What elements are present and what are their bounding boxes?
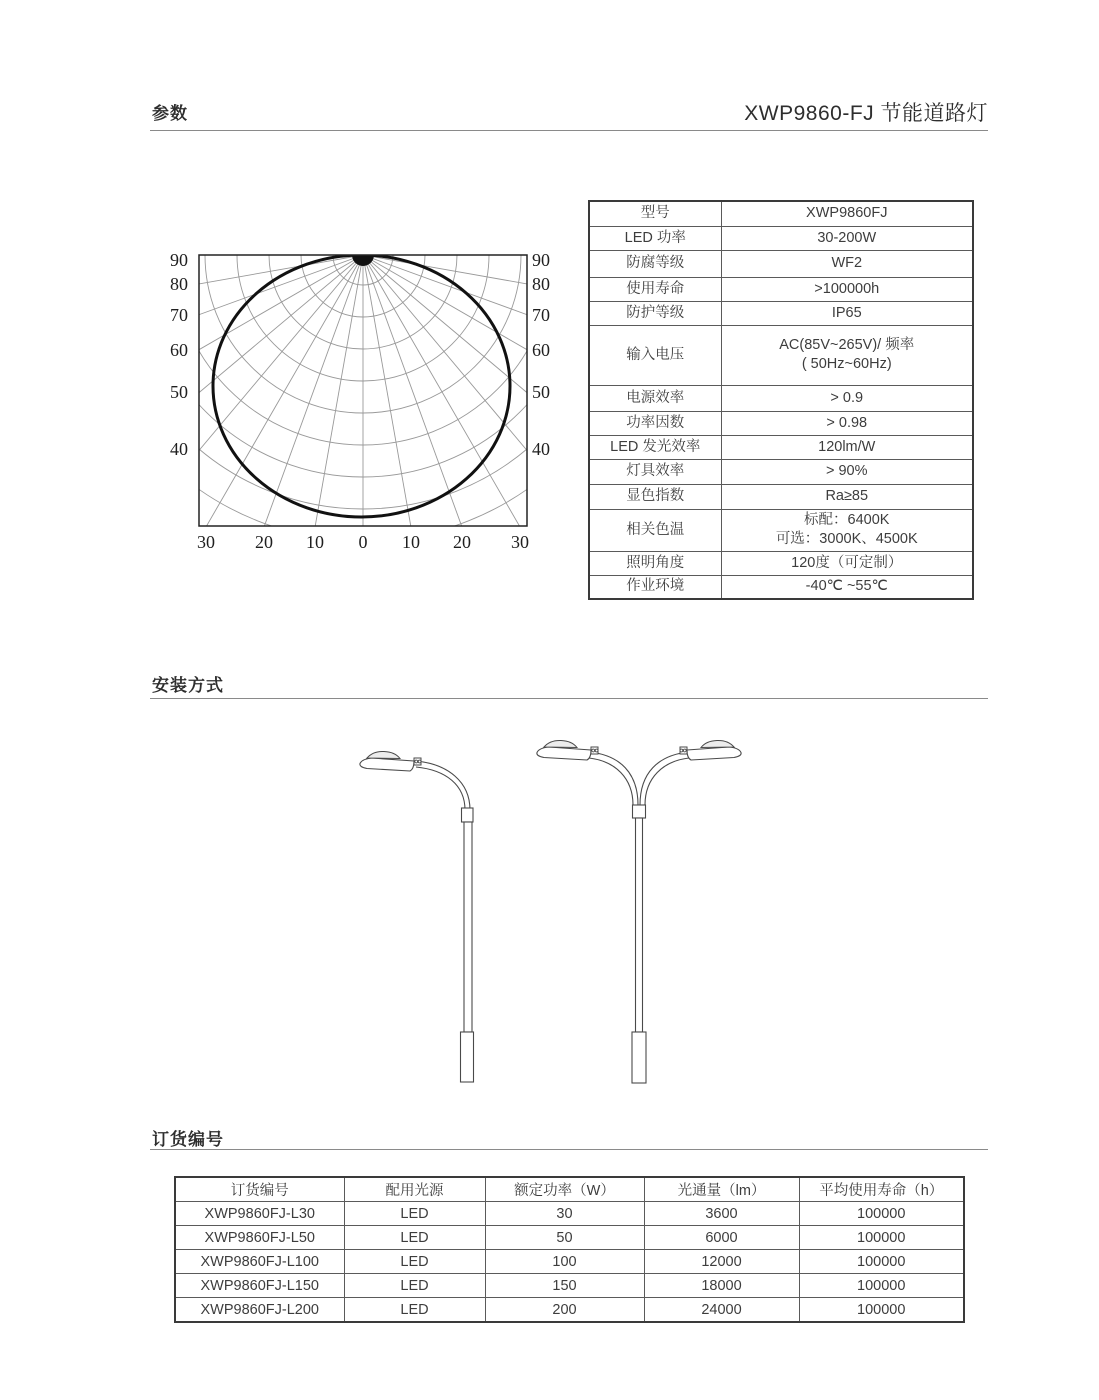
lamp-head-icon (537, 740, 598, 760)
light-distribution-chart (148, 238, 568, 558)
table-row (589, 226, 973, 250)
order-table (174, 1176, 965, 1323)
spec-value: > 0.9 (721, 385, 973, 411)
section-title-ordering: 订货编号 (152, 1130, 224, 1149)
spec-value: 标配：6400K 可选：3000K、4500K (721, 509, 973, 551)
page-title-product: XWP9860-FJ 节能道路灯 (744, 102, 988, 125)
column-header: 额定功率（W） (485, 1177, 644, 1202)
spec-label: 功率因数 (589, 411, 721, 435)
order-code: XWP9860FJ-L150 (175, 1274, 344, 1298)
spec-value: 30-200W (721, 226, 973, 250)
svg-text:90: 90 (170, 250, 188, 270)
svg-text:40: 40 (532, 439, 550, 459)
svg-text:70: 70 (170, 305, 188, 325)
gamma-axis-left (170, 250, 188, 459)
table-row: XWP9860FJ-L30 LED 30 3600 100000 (175, 1202, 964, 1226)
spec-label: 灯具效率 (589, 459, 721, 484)
svg-text:70: 70 (532, 305, 550, 325)
svg-text:10: 10 (402, 532, 420, 552)
spec-label: 防腐等级 (589, 250, 721, 277)
spec-value: >100000h (721, 277, 973, 301)
lamp-head-icon (360, 751, 421, 771)
svg-text:20: 20 (453, 532, 471, 552)
table-row (589, 509, 973, 551)
spec-label: 显色指数 (589, 484, 721, 509)
table-row: XWP9860FJ-L50 LED 50 6000 100000 (175, 1226, 964, 1250)
header-divider (150, 130, 988, 131)
spec-label: 作业环境 (589, 575, 721, 599)
svg-text:50: 50 (532, 382, 550, 402)
spec-label: 防护等级 (589, 301, 721, 325)
spec-value: AC(85V~265V)/ 频率 ( 50Hz~60Hz) (721, 325, 973, 385)
table-row (589, 411, 973, 435)
table-row (589, 484, 973, 509)
table-row (589, 250, 973, 277)
spec-value: > 90% (721, 459, 973, 484)
column-header: 光通量（lm） (644, 1177, 799, 1202)
lamp-head-icon (680, 740, 741, 760)
table-row (589, 277, 973, 301)
table-header-row (175, 1177, 964, 1202)
svg-text:20: 20 (255, 532, 273, 552)
spec-value: Ra≥85 (721, 484, 973, 509)
spec-value: WF2 (721, 250, 973, 277)
svg-text:30: 30 (511, 532, 529, 552)
ordering-divider (150, 1149, 988, 1150)
table-row (589, 435, 973, 459)
svg-text:90: 90 (532, 250, 550, 270)
spec-value: -40℃ ~55℃ (721, 575, 973, 599)
gamma-axis-right (532, 250, 550, 459)
spec-value: 120lm/W (721, 435, 973, 459)
installation-figure (330, 733, 770, 1089)
table-row: XWP9860FJ-L150 LED 150 18000 100000 (175, 1274, 964, 1298)
spec-label: 相关色温 (589, 509, 721, 551)
svg-text:30: 30 (197, 532, 215, 552)
spec-label: 型号 (589, 201, 721, 226)
column-header: 订货编号 (175, 1177, 344, 1202)
table-row (589, 325, 973, 385)
spec-label: 照明角度 (589, 551, 721, 575)
installation-divider (150, 698, 988, 699)
spec-label: 使用寿命 (589, 277, 721, 301)
table-row: XWP9860FJ-L100 LED 100 12000 100000 (175, 1250, 964, 1274)
beam-intensity-curve (213, 255, 510, 517)
table-row (589, 459, 973, 484)
order-code: XWP9860FJ-L100 (175, 1250, 344, 1274)
table-row (589, 201, 973, 226)
column-header: 平均使用寿命（h） (799, 1177, 964, 1202)
column-header: 配用光源 (344, 1177, 485, 1202)
svg-text:60: 60 (532, 340, 550, 360)
spec-table (588, 200, 974, 600)
double-arm-pole-drawing (537, 740, 741, 1083)
angle-axis-bottom (197, 532, 529, 552)
svg-text:60: 60 (170, 340, 188, 360)
spec-value: 120度（可定制） (721, 551, 973, 575)
table-row (589, 575, 973, 599)
table-row: XWP9860FJ-L200 LED 200 24000 100000 (175, 1298, 964, 1323)
svg-text:40: 40 (170, 439, 188, 459)
polar-grid (148, 238, 568, 558)
spec-label: 电源效率 (589, 385, 721, 411)
table-row (589, 301, 973, 325)
spec-value: > 0.98 (721, 411, 973, 435)
order-code: XWP9860FJ-L50 (175, 1226, 344, 1250)
order-code: XWP9860FJ-L200 (175, 1298, 344, 1323)
table-row (589, 385, 973, 411)
svg-text:10: 10 (306, 532, 324, 552)
section-title-installation: 安装方式 (152, 676, 224, 695)
single-arm-pole-drawing (360, 751, 474, 1082)
svg-text:80: 80 (170, 274, 188, 294)
spec-value: XWP9860FJ (721, 201, 973, 226)
order-code: XWP9860FJ-L30 (175, 1202, 344, 1226)
table-row (589, 551, 973, 575)
page-section-title-parameters: 参数 (152, 104, 188, 123)
svg-text:0: 0 (358, 532, 368, 552)
spec-value: IP65 (721, 301, 973, 325)
spec-label: LED 发光效率 (589, 435, 721, 459)
spec-label: 输入电压 (589, 325, 721, 385)
svg-text:80: 80 (532, 274, 550, 294)
spec-label: LED 功率 (589, 226, 721, 250)
svg-text:50: 50 (170, 382, 188, 402)
